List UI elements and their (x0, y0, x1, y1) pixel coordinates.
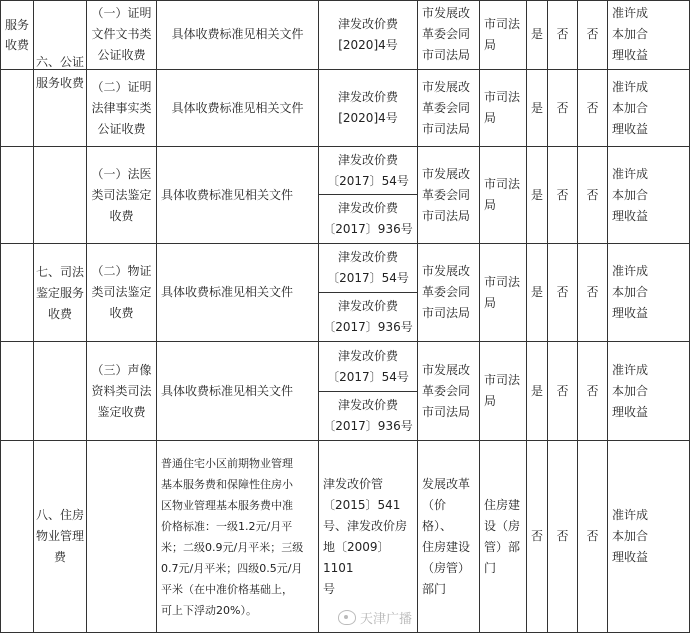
authority-cell: 市发展改 革委会同 市司法局 (422, 79, 471, 136)
note-cell: 准许成 本加合 理收益 (612, 264, 649, 320)
doc-cell: 津发改价费 〔2017〕936号 (323, 299, 413, 334)
doc-cell: 津发改价费 〔2017〕936号 (323, 201, 413, 236)
category-cell: 六、公证 服务收费 (35, 55, 84, 90)
authority-cell: 市发展改 革委会同 市司法局 (422, 264, 471, 320)
note-cell: 准许成 本加合 理收益 (612, 508, 649, 564)
flag-3-cell: 否 (586, 285, 599, 299)
flag-3-cell: 否 (586, 529, 599, 543)
basis-cell: 具体收费标准见相关文件 (171, 27, 304, 41)
note-cell: 准许成 本加合 理收益 (612, 79, 649, 136)
basis-cell: 具体收费标准见相关文件 (161, 383, 294, 398)
doc-cell: 津发改价管 〔2015〕541 号、津发改价房 地〔2009〕1101 号 (323, 476, 408, 596)
flag-1-cell: 是 (530, 100, 543, 115)
admin-cell: 住房建 设（房 管）部 门 (484, 497, 521, 575)
category-cell: 八、住房 物业管理 费 (35, 508, 84, 564)
flag-2-cell: 否 (556, 100, 569, 115)
basis-cell: 具体收费标准见相关文件 (171, 100, 304, 115)
flag-1-cell: 否 (530, 529, 543, 543)
flag-2-cell: 否 (556, 187, 569, 202)
admin-cell: 市司法 局 (484, 274, 521, 310)
flag-2-cell: 否 (556, 529, 569, 543)
flag-1-cell: 是 (530, 383, 543, 398)
category-cell: 服务 收费 (4, 17, 29, 52)
doc-cell: 津发改价费 [2020]4号 (337, 16, 398, 52)
basis-cell: 具体收费标准见相关文件 (161, 187, 294, 202)
flag-1-cell: 是 (530, 27, 543, 41)
admin-cell: 市司法 局 (484, 90, 521, 125)
item-cell: （一）证明 文件文书类 公证收费 (91, 6, 152, 62)
note-cell: 准许成 本加合 理收益 (612, 166, 649, 223)
flag-3-cell: 否 (586, 27, 599, 41)
note-cell: 准许成 本加合 理收益 (612, 362, 649, 419)
doc-cell: 津发改价费 〔2017〕54号 (327, 250, 409, 285)
watermark-text: 天津广播 (359, 612, 412, 627)
flag-3-cell: 否 (586, 100, 599, 115)
weibo-icon (338, 610, 356, 625)
authority-cell: 市发展改 革委会同 市司法局 (422, 362, 471, 419)
authority-cell: 市发展改 革委会同 市司法局 (422, 6, 471, 62)
category-cell: 七、司法 鉴定服务 收费 (35, 265, 84, 321)
flag-1-cell: 是 (530, 187, 543, 202)
basis-cell: 普通住宅小区前期物业管理 基本服务费和保障性住房小 区物业管理基本服务费中准 价格标准：一级1.2元/月平 米；二级0.9元/月平米；三级 0.7元/月平米；四级0.5元/月 平米（在中准价格基础上， 可上下浮动20%）。 (161, 456, 304, 617)
watermark (338, 608, 412, 627)
basis-cell: 具体收费标准见相关文件 (161, 285, 294, 299)
item-cell: （二）物证 类司法鉴定 收费 (91, 264, 152, 320)
note-cell: 准许成 本加合 理收益 (612, 6, 649, 62)
flag-3-cell: 否 (586, 187, 599, 202)
doc-cell: 津发改价费 〔2017〕936号 (323, 398, 413, 433)
doc-cell: 津发改价费 〔2017〕54号 (327, 152, 409, 188)
doc-cell: 津发改价费 [2020]4号 (337, 90, 398, 125)
admin-cell: 市司法 局 (484, 16, 521, 52)
authority-cell: 发展改革 （价 格）、 住房建设 （房管） 部门 (422, 476, 471, 596)
item-cell: （一）法医 类司法鉴定 收费 (91, 166, 152, 223)
authority-cell: 市发展改 革委会同 市司法局 (422, 166, 471, 223)
item-cell: （二）证明 法律事实类 公证收费 (91, 79, 152, 136)
flag-2-cell: 否 (556, 383, 569, 398)
flag-3-cell: 否 (586, 383, 599, 398)
flag-2-cell: 否 (556, 285, 569, 299)
flag-1-cell: 是 (530, 285, 543, 299)
admin-cell: 市司法 局 (484, 177, 521, 212)
doc-cell: 津发改价费 〔2017〕54号 (327, 348, 409, 384)
item-cell: （三）声像 资料类司法 鉴定收费 (91, 362, 152, 419)
admin-cell: 市司法 局 (484, 373, 521, 408)
flag-2-cell: 否 (556, 27, 569, 41)
